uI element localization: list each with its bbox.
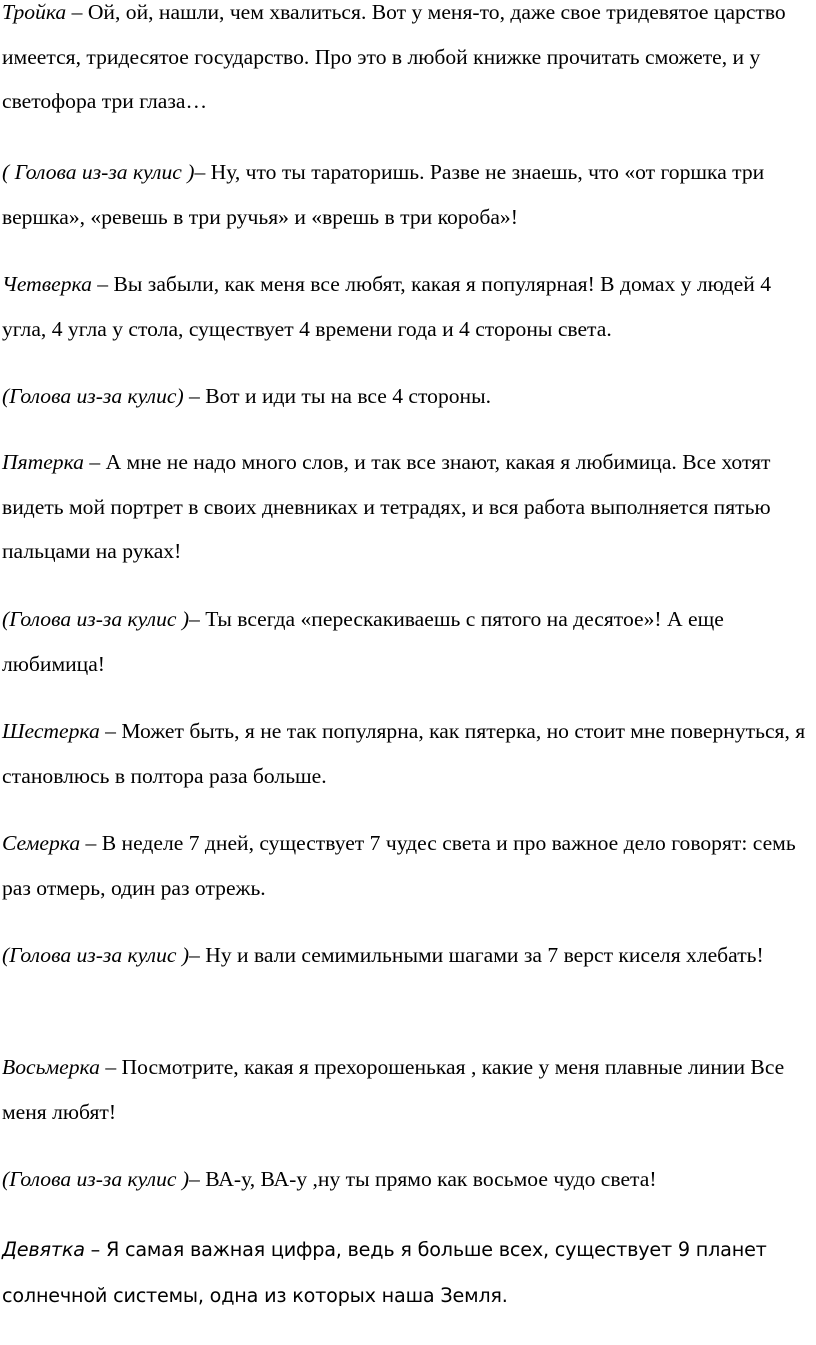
paragraph-pyaterka bbox=[2, 440, 814, 574]
speaker-label: Тройка bbox=[2, 0, 67, 24]
speaker-label: ( Голова из-за кулис ) bbox=[2, 160, 195, 184]
speaker-label: Восьмерка bbox=[2, 1055, 100, 1079]
paragraph-text: – Ты всегда «перескакиваешь с пятого на десятое»! А еще любимица! bbox=[2, 607, 724, 676]
paragraph-semerka bbox=[2, 821, 814, 910]
speaker-label: Пятерка bbox=[2, 450, 84, 474]
paragraph-text: – Посмотрите, какая я прехорошенькая , какие у меня плавные линии Все меня любят! bbox=[2, 1055, 785, 1124]
speaker-label: Девятка bbox=[2, 1238, 85, 1261]
paragraph-text: – Вы забыли, как меня все любят, какая я популярная! В домах у людей 4 угла, 4 угла у стола, существует 4 времени года и 4 стороны света. bbox=[2, 272, 771, 341]
paragraph-devyatka bbox=[2, 1227, 814, 1319]
paragraph-head-4 bbox=[2, 933, 814, 978]
paragraph-text: – Может быть, я не так популярна, как пятерка, но стоит мне повернуться, я становлюсь в полтора раза больше. bbox=[2, 719, 806, 788]
paragraph-text: – Вот и иди ты на все 4 стороны. bbox=[183, 384, 492, 408]
paragraph-chetverka bbox=[2, 262, 814, 351]
speaker-label: (Голова из-за кулис ) bbox=[2, 607, 190, 631]
paragraph-head-2 bbox=[2, 374, 814, 419]
paragraph-head-1 bbox=[2, 150, 814, 239]
paragraph-text: – ВА-у, ВА-у ,ну ты прямо как восьмое чудо света! bbox=[189, 1167, 657, 1191]
paragraph-shesterka bbox=[2, 709, 814, 798]
paragraph-text: – Ну, что ты тараторишь. Разве не знаешь, что «от горшка три вершка», «ревешь в три ручья» и «врешь в три короба»! bbox=[2, 160, 765, 229]
paragraph-text: – Ой, ой, нашли, чем хвалиться. Вот у меня-то, даже свое тридевятое царство имеется, тридесятое государство. Про это в любой книжке прочитать сможете, и у светофора три глаза… bbox=[2, 0, 786, 113]
paragraph-head-5 bbox=[2, 1157, 814, 1202]
paragraph-text: – Я самая важная цифра, ведь я больше всех, существует 9 планет солнечной системы, одна из которых наша Земля. bbox=[2, 1238, 767, 1307]
paragraph-vosmerka bbox=[2, 1045, 814, 1134]
paragraph-head-3 bbox=[2, 597, 814, 686]
paragraph-text: – Ну и вали семимильными шагами за 7 верст киселя хлебать! bbox=[189, 943, 764, 967]
speaker-label: Шестерка bbox=[2, 719, 100, 743]
speaker-label: Семерка bbox=[2, 831, 81, 855]
speaker-label: (Голова из-за кулис) bbox=[2, 384, 184, 408]
speaker-label: Четверка bbox=[2, 272, 92, 296]
speaker-label: (Голова из-за кулис ) bbox=[2, 943, 190, 967]
speaker-label: (Голова из-за кулис ) bbox=[2, 1167, 190, 1191]
paragraph-text: – А мне не надо много слов, и так все знают, какая я любимица. Все хотят видеть мой портрет в своих дневниках и тетрадях, и вся работа выполняется пятью пальцами на руках! bbox=[2, 450, 771, 563]
paragraph-text: – В неделе 7 дней, существует 7 чудес света и про важное дело говорят: семь раз отмерь, один раз отрежь. bbox=[2, 831, 796, 900]
paragraph-troika bbox=[2, 0, 814, 124]
